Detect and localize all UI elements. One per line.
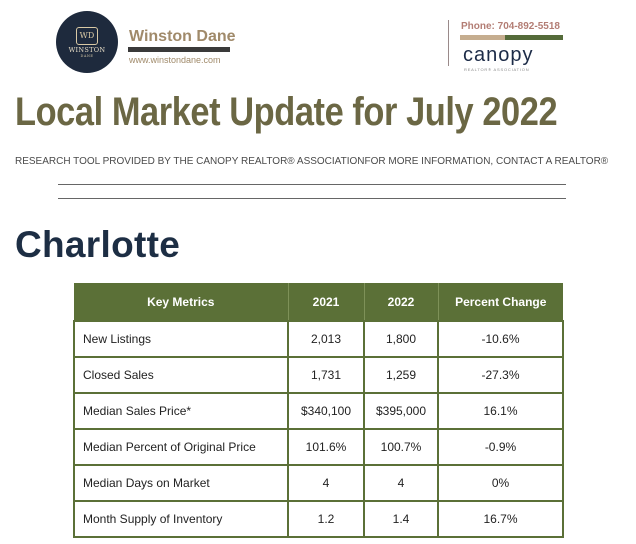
table-row (74, 429, 563, 465)
header-divider (448, 20, 449, 66)
city-heading: Charlotte (15, 224, 181, 265)
key-metrics-table (73, 283, 564, 538)
divider-line (58, 184, 566, 185)
percent-change: 16.7% (438, 501, 563, 537)
value-2021: 1.2 (288, 501, 364, 537)
metric-name: Median Percent of Original Price (74, 429, 288, 465)
metric-name: New Listings (74, 321, 288, 357)
divider-line (58, 198, 566, 199)
table-row (74, 465, 563, 501)
website-link[interactable]: www.winstondane.com (129, 55, 221, 65)
table-row (74, 501, 563, 537)
value-2021: $340,100 (288, 393, 364, 429)
logo-line1: WINSTON (68, 45, 106, 54)
value-2022: 1,800 (364, 321, 438, 357)
value-2021: 1,731 (288, 357, 364, 393)
column-header: Percent Change (438, 283, 563, 321)
accent-bar-green (505, 35, 563, 40)
metric-name: Month Supply of Inventory (74, 501, 288, 537)
phone-number: Phone: 704-892-5518 (461, 21, 560, 32)
percent-change: 16.1% (438, 393, 563, 429)
value-2022: 4 (364, 465, 438, 501)
table-row (74, 321, 563, 357)
metric-name: Median Days on Market (74, 465, 288, 501)
value-2021: 2,013 (288, 321, 364, 357)
brand-divider-bar (128, 47, 230, 52)
metric-name: Median Sales Price* (74, 393, 288, 429)
accent-bar-tan (460, 35, 505, 40)
canopy-logo-subtitle: REALTOR® ASSOCIATION (464, 67, 530, 72)
column-header: Key Metrics (74, 283, 288, 321)
winston-dane-logo (56, 11, 118, 73)
value-2022: 1.4 (364, 501, 438, 537)
percent-change: -27.3% (438, 357, 563, 393)
table-row (74, 393, 563, 429)
brand-name: Winston Dane (129, 28, 236, 45)
page-title: Local Market Update for July 2022 (15, 90, 558, 134)
logo-line2: DANE (80, 53, 94, 58)
percent-change: -0.9% (438, 429, 563, 465)
value-2022: 100.7% (364, 429, 438, 465)
column-header: 2021 (288, 283, 364, 321)
value-2021: 4 (288, 465, 364, 501)
column-header: 2022 (364, 283, 438, 321)
value-2022: $395,000 (364, 393, 438, 429)
percent-change: 0% (438, 465, 563, 501)
canopy-logo: canopy (463, 44, 534, 66)
research-disclaimer: RESEARCH TOOL PROVIDED BY THE CANOPY REALTOR® ASSOCIATIONFOR MORE INFORMATION, CONTACT A REALTOR® (15, 156, 609, 167)
metric-name: Closed Sales (74, 357, 288, 393)
value-2022: 1,259 (364, 357, 438, 393)
table-row (74, 357, 563, 393)
table-header-row (74, 283, 563, 321)
percent-change: -10.6% (438, 321, 563, 357)
value-2021: 101.6% (288, 429, 364, 465)
logo-monogram: WD (76, 27, 98, 45)
